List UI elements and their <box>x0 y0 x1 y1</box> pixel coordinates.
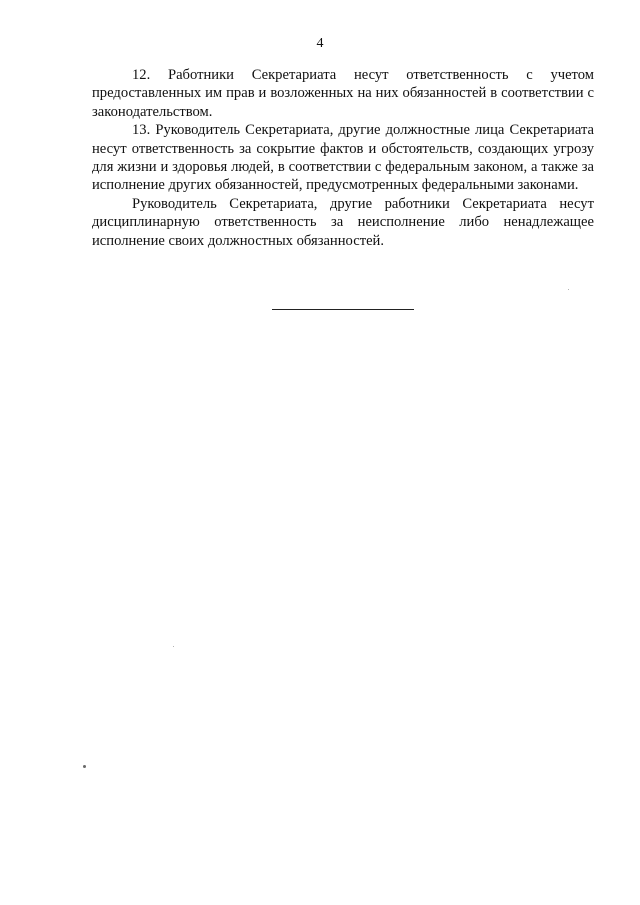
scan-speck <box>568 289 569 290</box>
document-body <box>92 66 594 250</box>
paragraph-12: 12. Работники Секретариата несут ответственность с учетом предоставленных им прав и возложенных на них обязанностей в соответствии с законодательством. <box>92 67 594 120</box>
paragraph-13: 13. Руководитель Секретариата, другие должностные лица Секретариата несут ответственность за сокрытие фактов и обстоятельств, создающих угрозу для жизни и здоровья людей, в соответствии с федеральным законом, а также за исполнение других обязанностей, предусмотренных федеральными законами. <box>92 122 594 194</box>
closing-separator-line <box>272 309 414 310</box>
scan-speck <box>173 646 174 647</box>
scan-speck <box>83 765 86 768</box>
paragraph-disciplinary: Руководитель Секретариата, другие работники Секретариата несут дисциплинарную ответственность за неисполнение либо ненадлежащее исполнение своих должностных обязанностей. <box>92 195 594 249</box>
page-number: 4 <box>316 36 324 51</box>
